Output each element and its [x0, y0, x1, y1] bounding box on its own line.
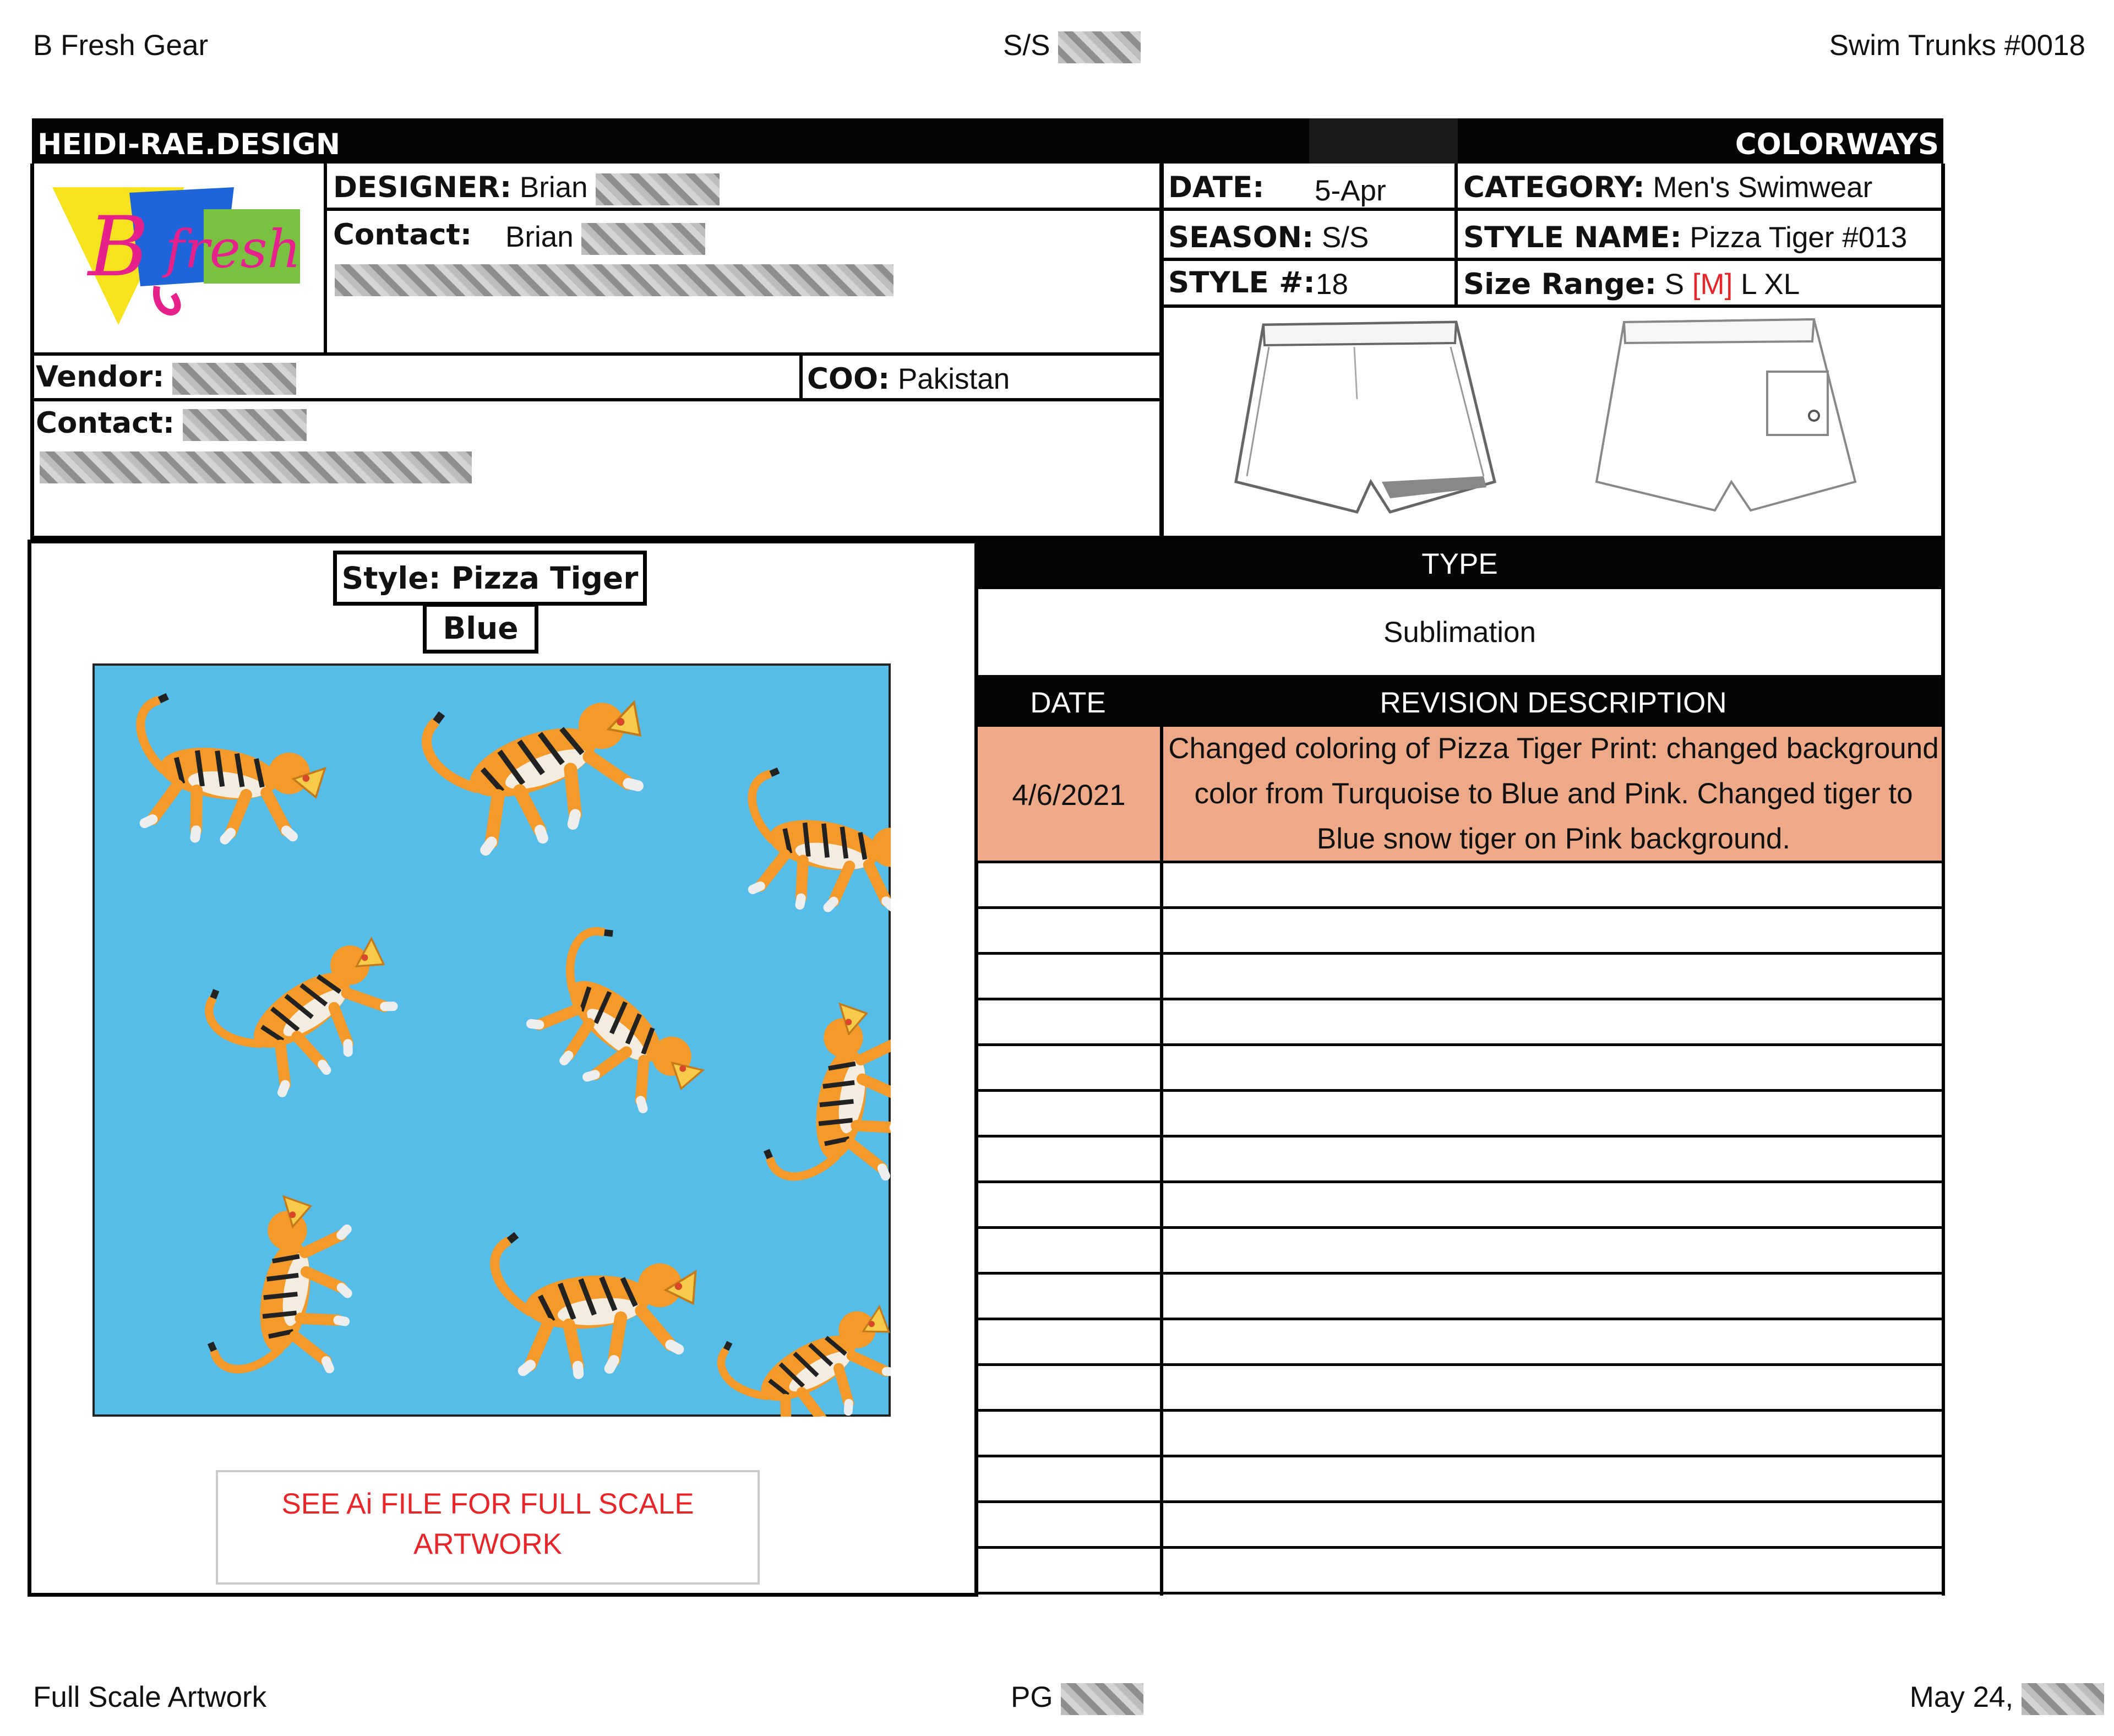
- revision-1-line2: color from Turquoise to Blue and Pink. Changed tiger to: [1194, 777, 1913, 810]
- designer-value: Brian: [519, 171, 588, 204]
- artwork-note-line2: ARTWORK: [413, 1528, 562, 1560]
- footer-right: [1910, 1683, 2104, 1715]
- b-fresh-logo-icon: [47, 176, 311, 341]
- redacted-vendor-contact: [183, 409, 307, 441]
- redacted-contact-details: [335, 264, 893, 296]
- style-num-value: 18: [1316, 268, 1348, 301]
- footer-left: Full Scale Artwork: [33, 1681, 267, 1713]
- size-m-selected: [M]: [1692, 268, 1733, 301]
- contact-value: Brian: [505, 221, 574, 253]
- date-label: DATE:: [1168, 171, 1265, 204]
- vendor-contact-row: Contact:: [36, 409, 307, 441]
- size-range-label: Size Range: [1463, 268, 1645, 301]
- designer-contact-value-row: [505, 222, 705, 255]
- contact-label: Contact: [333, 218, 460, 252]
- revision-1-line3: Blue snow tiger on Pink background.: [1316, 823, 1791, 855]
- season-row: SEASON: S/S: [1168, 221, 1369, 254]
- style-tag-label: Style: [341, 560, 429, 596]
- svg-text:B: B: [88, 199, 149, 295]
- designer-contact-row: Contact:: [333, 218, 472, 252]
- artwork-note-line1: SEE Ai FILE FOR FULL SCALE: [281, 1488, 694, 1520]
- footer-date: May 24,: [1909, 1681, 2014, 1713]
- type-header: TYPE: [1421, 548, 1498, 580]
- colorway-tag: [423, 603, 538, 654]
- coo-label: COO: [807, 362, 879, 396]
- header-center: [1003, 31, 1141, 63]
- style-name-label: STYLE NAME: [1463, 221, 1670, 254]
- redacted-contact-surname: [581, 223, 705, 255]
- season-label: SEASON: [1168, 221, 1302, 254]
- redacted-surname: [596, 173, 720, 205]
- revision-1-line1: Changed coloring of Pizza Tiger Print: changed background: [1168, 732, 1939, 765]
- style-name-value: Pizza Tiger #013: [1690, 221, 1908, 254]
- header-right: Swim Trunks #0018: [1829, 29, 2085, 62]
- type-value: Sublimation: [1383, 616, 1536, 649]
- revision-1-date: 4/6/2021: [1012, 779, 1126, 812]
- vendor-contact-label: Contact: [36, 406, 163, 440]
- redacted-page-number: [1061, 1683, 1143, 1715]
- season-value: S/S: [1321, 221, 1369, 254]
- shorts-front-sketch-icon: [1225, 317, 1511, 520]
- designer-label: DESIGNER: [333, 171, 500, 204]
- style-tag-value: Pizza Tiger: [451, 560, 639, 596]
- revision-desc-header: REVISION DESCRIPTION: [1380, 687, 1727, 719]
- revision-date-header: DATE: [1030, 687, 1106, 719]
- category-value: Men's Swimwear: [1653, 171, 1873, 204]
- vendor-label: Vendor: [36, 360, 153, 394]
- redacted-vendor-details: [40, 451, 472, 483]
- brand-bar-title: HEIDI-RAE.DESIGN: [37, 128, 341, 161]
- size-rest: L XL: [1741, 268, 1800, 301]
- header-season: S/S: [1003, 29, 1050, 62]
- redacted-footer-year: [2022, 1683, 2104, 1715]
- header-bar-segment: [1309, 118, 1458, 164]
- category-row: CATEGORY: Men's Swimwear: [1463, 171, 1873, 204]
- style-name-tag: Style: Pizza Tiger: [333, 551, 647, 606]
- pizza-tiger-print-swatch: [92, 663, 891, 1417]
- size-range-row: Size Range: S [M] L XL: [1463, 268, 1800, 301]
- coo-row: COO: Pakistan: [807, 362, 1010, 396]
- svg-text:fresh: fresh: [165, 219, 301, 280]
- style-name-row: STYLE NAME: Pizza Tiger #013: [1463, 221, 1908, 254]
- redacted-vendor: [172, 363, 296, 395]
- footer-page-label: PG: [1011, 1681, 1053, 1713]
- category-label: CATEGORY: [1463, 171, 1633, 204]
- date-value: 5-Apr: [1315, 175, 1386, 207]
- style-num-label: STYLE #:: [1168, 266, 1315, 300]
- shorts-back-sketch-icon: [1591, 317, 1872, 520]
- size-s: S: [1664, 268, 1685, 301]
- colorways-label: COLORWAYS: [1735, 128, 1939, 161]
- footer-center: [1011, 1683, 1143, 1715]
- redacted-year: [1058, 31, 1141, 63]
- colorway-value: Blue: [443, 610, 519, 646]
- coo-value: Pakistan: [897, 363, 1010, 395]
- designer-row: DESIGNER: Brian: [333, 173, 720, 205]
- header-left: B Fresh Gear: [33, 29, 209, 62]
- vendor-row: Vendor:: [36, 362, 296, 395]
